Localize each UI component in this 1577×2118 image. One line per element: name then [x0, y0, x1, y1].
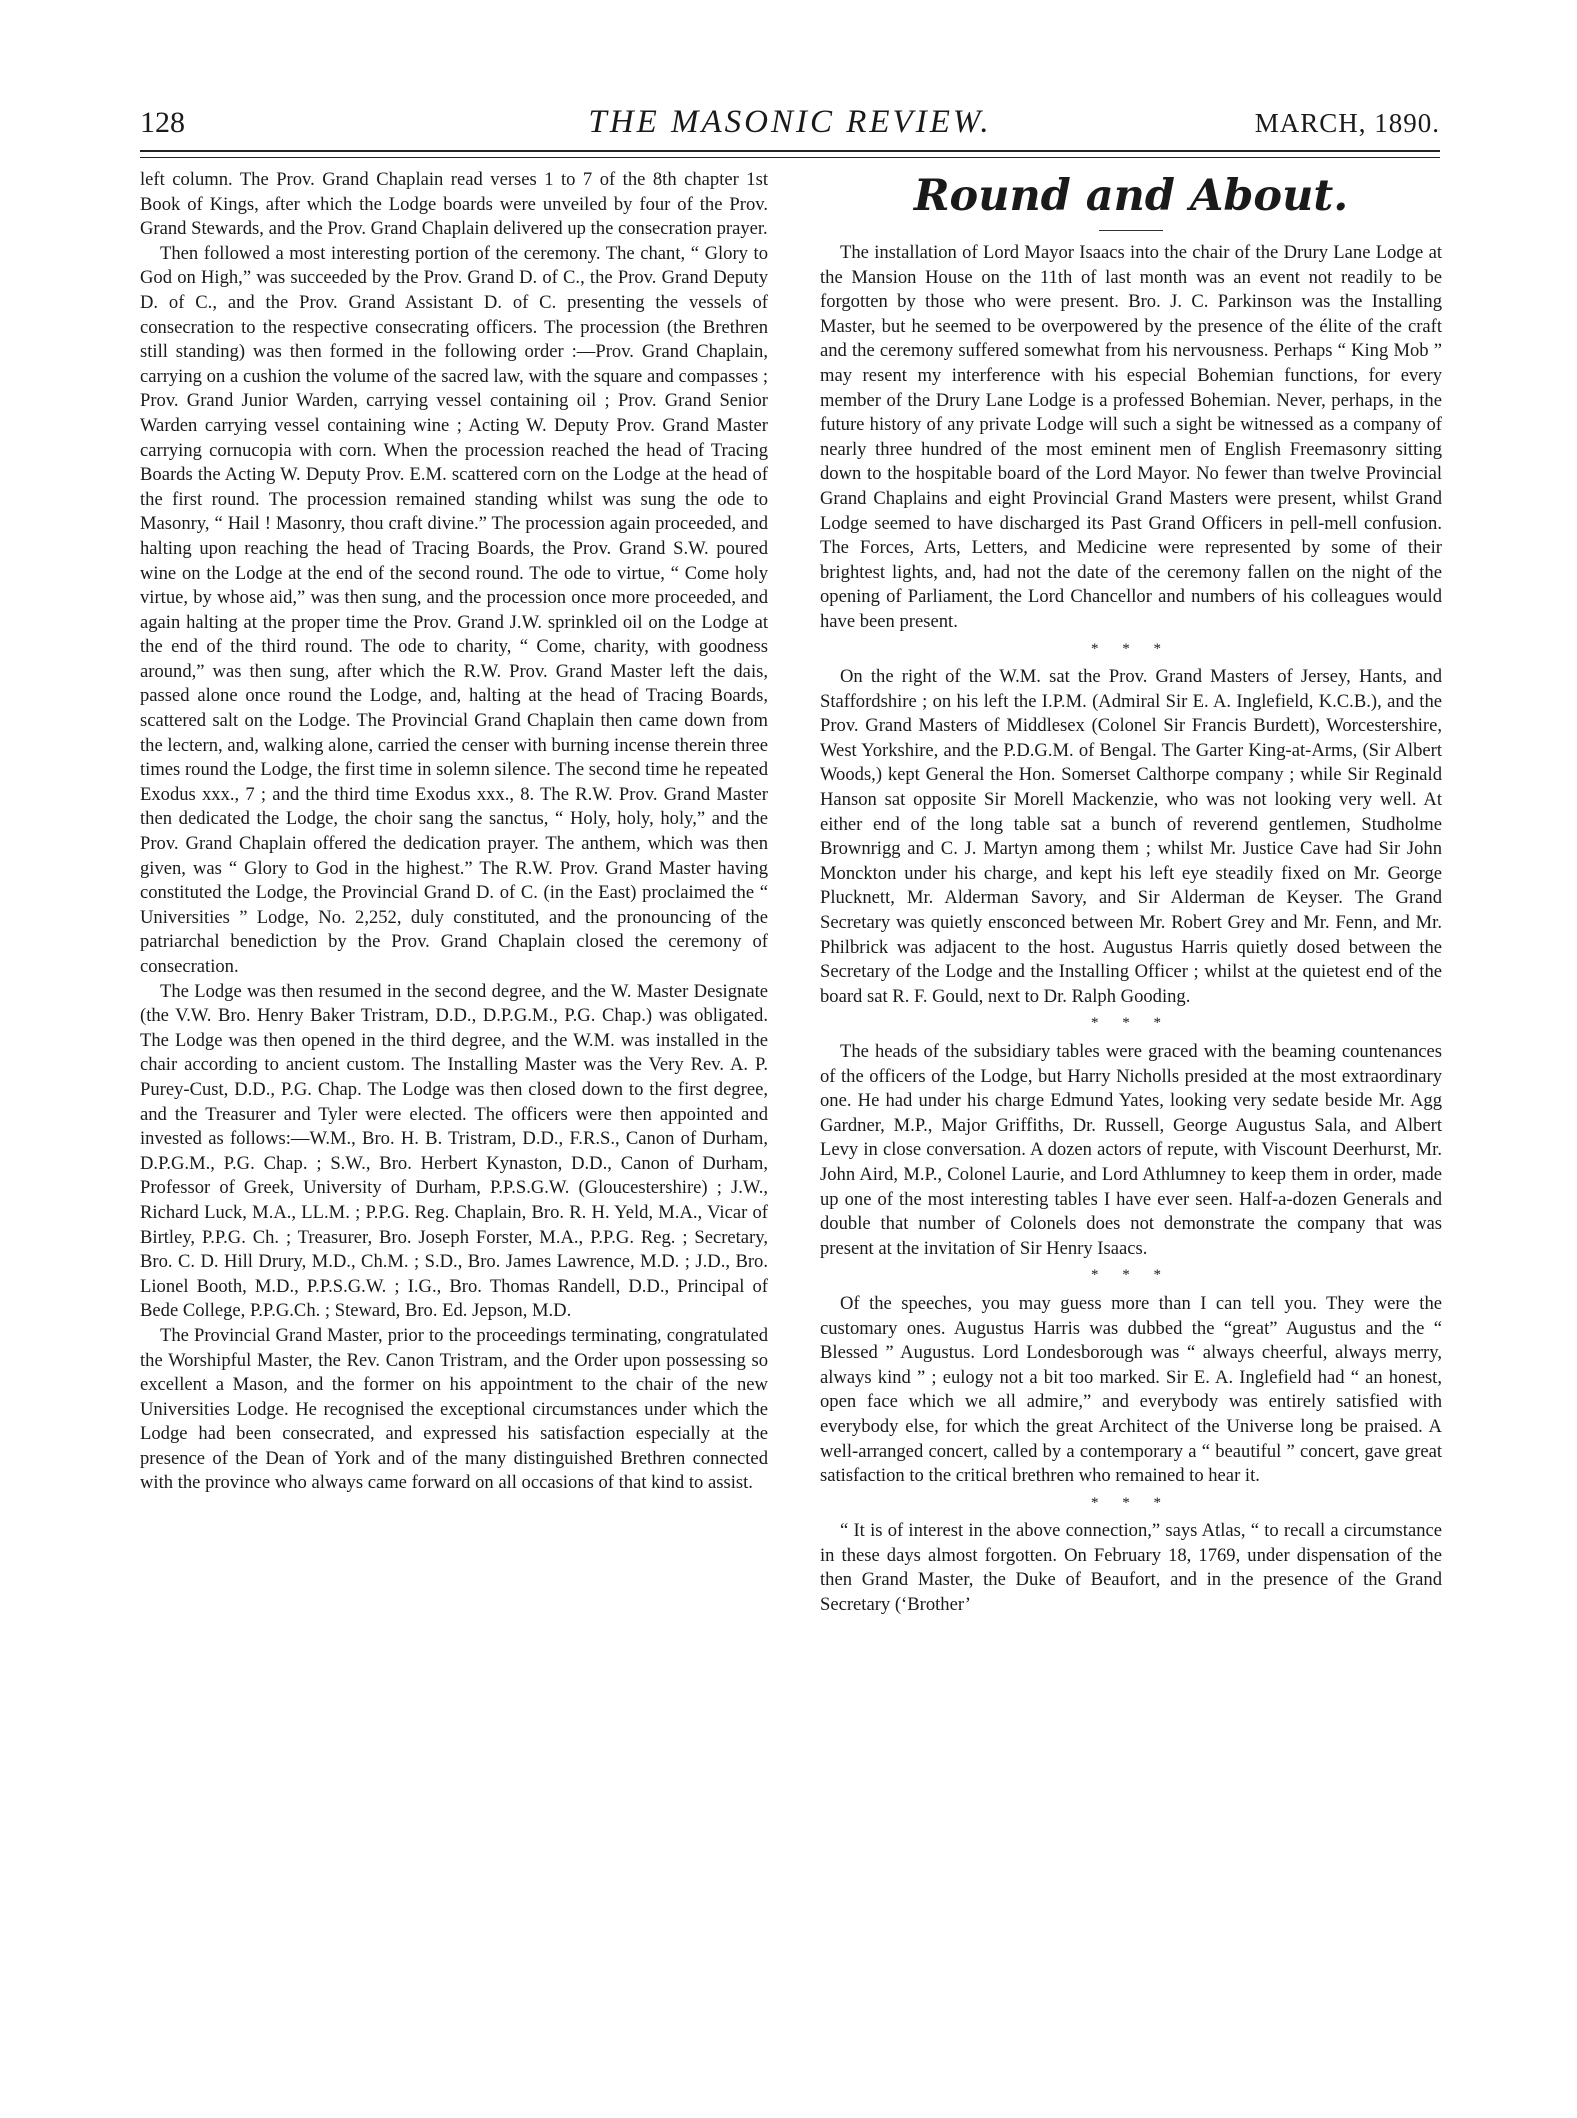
paragraph: Of the speeches, you may guess more than I can tell you. They were the customary ones. Augustus Harris was dubbed the “great” Augustus and the “ Blessed ” Augustus. Lord Londesborough was “ always cheerful, always merry, always kind ” ; eulogy not a bit too marked. Sir E. A. Inglefield had “ an honest, open face which we all admire,” and everybody was entirely satisfied with everybody else, for which the great Architect of the Universe long be praised. A well-arranged concert, called by a contemporary a “ beautiful ” concert, gave great satisfaction to the critical brethren who remained to hear it. [820, 1292, 1442, 1487]
paragraph: left column. The Prov. Grand Chaplain read verses 1 to 7 of the 8th chapter 1st Book of Kings, after which the Lodge boards were unveiled by four of the Prov. Grand Stewards, and the Prov. Grand Chaplain delivered up the consecration prayer. [140, 169, 768, 240]
page-number: 128 [140, 106, 185, 139]
section-title: Round and About. [913, 171, 1349, 221]
title-rule [1099, 230, 1163, 231]
issue-date: MARCH, 1890. [1254, 108, 1440, 138]
paragraph: The heads of the subsidiary tables were graced with the beaming countenances of the officers of the Lodge, but Harry Nicholls presided at the most extraordinary one. He had under his charge Edmund Yates, looking very sedate beside Mr. Agg Gardner, M.P., Major Griffiths, Dr. Russell, George Augustus Sala, and Albert Levy in close conversation. A dozen actors of repute, with Viscount Deerhurst, Mr. John Aird, M.P., Colonel Laurie, and Lord Athlumney to keep them in order, made up one of the most interesting tables I have ever seen. Half-a-dozen Generals and double that number of Colonels does not demonstrate the company that was present at the invitation of Sir Henry Isaacs. [820, 1041, 1442, 1259]
paragraph: The installation of Lord Mayor Isaacs into the chair of the Drury Lane Lodge at the Mansion House on the 11th of last month was an event not readily to be forgotten by those who were present. Bro. J. C. Parkinson was the Installing Master, but he seemed to be overpowered by the presence of the élite of the craft and the ceremony suffered somewhat from his nervousness. Perhaps “ King Mob ” may resent my interference with his especial Bohemian functions, for every member of the Drury Lane Lodge is a professed Bohemian. Never, perhaps, in the future history of any private Lodge will such a sight be witnessed as a company of nearly three hundred of the most eminent men of English Freemasonry sitting down to the hospitable board of the Lord Mayor. No fewer than twelve Provincial Grand Chaplains and eight Provincial Grand Masters were present, whilst Grand Lodge seemed to have discharged its Past Grand Officers in pell-mell confusion. The Forces, Arts, Letters, and Medicine were represented by some of their brightest lights, and, had not the date of the ceremony fallen on the night of the opening of Parliament, the Lord Chancellor and numbers of his colleagues would have been present. [820, 242, 1442, 632]
running-header [140, 102, 1440, 146]
paragraph: On the right of the W.M. sat the Prov. Grand Masters of Jersey, Hants, and Staffordshire ; on his left the I.P.M. (Admiral Sir E. A. Inglefield, K.C.B.), and the Prov. Grand Masters of Middlesex (Colonel Sir Francis Burdett), Worcestershire, West Yorkshire, and the P.D.G.M. of Bengal. The Garter King-at-Arms, (Sir Albert Woods,) kept General the Hon. Somerset Calthorpe company ; while Sir Reginald Hanson sat opposite Sir Morell Mackenzie, who was not looking very well. At either end of the long table sat a bunch of reverend gentlemen, Studholme Brownrigg and C. J. Martyn among them ; whilst Mr. Justice Cave had Sir John Monckton under his charge, and kept his left eye steadily fixed on Mr. George Plucknett, Mr. Alderman Savory, and Sir Alderman de Keyser. The Grand Secretary was quietly ensconced between Mr. Robert Grey and Mr. Fenn, and Mr. Philbrick was adjacent to the host. Augustus Harris quietly dosed between the Secretary of the Lodge and the Installing Officer ; whilst at the quietest end of the board sat R. F. Gould, next to Dr. Ralph Gooding. [820, 666, 1442, 1007]
paragraph: Then followed a most interesting portion of the ceremony. The chant, “ Glory to God on High,” was succeeded by the Prov. Grand D. of C., the Prov. Grand Deputy D. of C., and the Prov. Grand Assistant D. of C. presenting the vessels of consecration to the respective consecrating officers. The procession (the Brethren still standing) was then formed in the following order :—Prov. Grand Chaplain, carrying on a cushion the volume of the sacred law, with the square and compasses ; Prov. Grand Junior Warden, carrying vessel containing oil ; Prov. Grand Senior Warden carrying vessel containing wine ; Acting W. Deputy Prov. Grand Master carrying cornucopia with corn. When the procession reached the head of Tracing Boards the Acting W. Deputy Prov. E.M. scattered corn on the Lodge at the head of the first round. The procession remained standing whilst was sung the ode to Masonry, “ Hail ! Masonry, thou craft divine.” The procession again proceeded, and halting upon reaching the head of Tracing Boards, the Prov. Grand S.W. poured wine on the Lodge at the end of the second round. The ode to virtue, “ Come holy virtue, by whose aid,” was then sung, and the procession once more proceeded, and again halting at the proper time the Prov. Grand J.W. sprinkled oil on the Lodge at the end of the third round. The ode to charity, “ Come, charity, with goodness around,” was then sung, after which the R.W. Prov. Grand Master left the dais, passed alone once round the Lodge, and, halting at the head of Tracing Boards, scattered salt on the Lodge. The Provincial Grand Chaplain then came down from the lectern, and, walking alone, carried the censer with burning incense therein three times round the Lodge, the first time in solemn silence. The second time he repeated Exodus xxx., 7 ; and the third time Exodus xxx., 8. The R.W. Prov. Grand Master then dedicated the Lodge, the choir sang the sanctus, “ Holy, holy, holy,” and the Prov. Grand Chaplain offered the dedication prayer. The anthem, which was then given, was “ Glory to God in the highest.” The R.W. Prov. Grand Master having constituted the Lodge, the Provincial Grand D. of C. (in the East) proclaimed the “ Universities ” Lodge, No. 2,252, duly constituted, and the pronouncing of the patriarchal benediction by the Prov. Grand Chaplain closed the ceremony of consecration. [140, 242, 768, 977]
header-rule [140, 150, 1440, 158]
section-separator: * * * [1091, 1494, 1171, 1511]
publication-title: THE MASONIC REVIEW. [588, 104, 992, 140]
paragraph: “ It is of interest in the above connection,” says Atlas, “ to recall a circumstance in these days almost forgotten. On February 18, 1769, under dispensation of the then Grand Master, the Duke of Beaufort, and in the presence of the Grand Secretary (‘Brother’ [820, 1520, 1442, 1616]
left-column [140, 168, 768, 1496]
section-separator: * * * [1091, 1015, 1171, 1032]
section-separator: * * * [1091, 640, 1171, 657]
paragraph: The Provincial Grand Master, prior to the proceedings terminating, congratulated the Worshipful Master, the Rev. Canon Tristram, and the Order upon possessing so excellent a Mason, and the former on his appointment to the chair of the new Universities Lodge. He recognised the exceptional circumstances under which the Lodge had been consecrated, and expressed his satisfaction especially at the presence of the Dean of York and of the many distinguished Brethren connected with the province who always came forward on all occasions of that kind to assist. [140, 1324, 768, 1494]
section-separator: * * * [1091, 1267, 1171, 1284]
right-column [820, 168, 1442, 1618]
paragraph: The Lodge was then resumed in the second degree, and the W. Master Designate (the V.W. Bro. Henry Baker Tristram, D.D., D.P.G.M., P.G. Chap.) was obligated. The Lodge was then opened in the third degree, and the W.M. was installed in the chair according to ancient custom. The Installing Master was the Very Rev. A. P. Purey-Cust, D.D., P.G. Chap. The Lodge was then closed down to the first degree, and the Treasurer and Tyler were elected. The officers were then appointed and invested as follows:—W.M., Bro. H. B. Tristram, D.D., F.R.S., Canon of Durham, D.P.G.M., P.G. Chap. ; S.W., Bro. Herbert Kynaston, D.D., Canon of Durham, Professor of Greek, University of Durham, P.P.S.G.W. (Gloucestershire) ; J.W., Richard Luck, M.A., LL.M. ; P.P.G. Reg. Chaplain, Bro. R. H. Yeld, M.A., Vicar of Birtley, P.P.G. Ch. ; Treasurer, Bro. Joseph Forster, M.A., P.P.G. Reg. ; Secretary, Bro. C. D. Hill Drury, M.D., Ch.M. ; S.D., Bro. James Lawrence, M.D. ; J.D., Bro. Lionel Booth, M.D., P.P.S.G.W. ; I.G., Bro. Thomas Randell, D.D., Principal of Bede College, P.P.G.Ch. ; Steward, Bro. Ed. Jepson, M.D. [140, 980, 768, 1322]
